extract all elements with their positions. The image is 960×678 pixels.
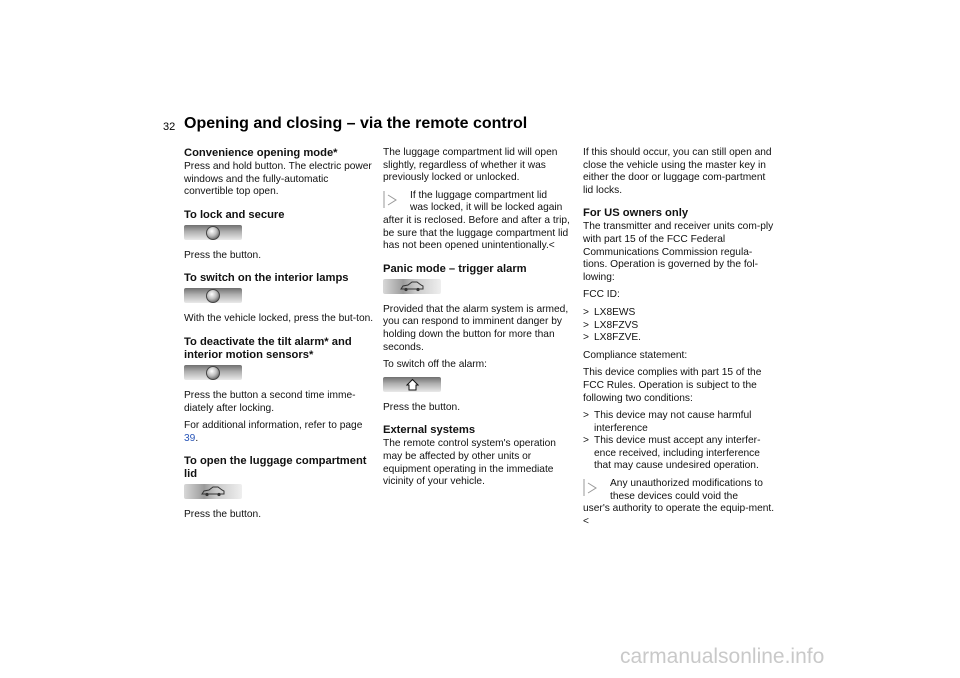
car-trunk-icon — [201, 486, 225, 497]
modification-note-line2: these devices could void the — [610, 490, 738, 502]
panic-switch-off-text: To switch off the alarm: — [383, 359, 487, 371]
remote-lamps-button-image — [184, 288, 242, 303]
list-item: > This device may not cause harmful interference — [583, 410, 752, 434]
end-mark: < — [548, 240, 555, 252]
remote-trunk-button-image — [184, 484, 242, 499]
tilt-heading: To deactivate the tilt alarm* and interior motion sensors* — [184, 335, 352, 361]
tilt-reference-suffix: . — [195, 432, 199, 444]
bmw-logo-icon — [206, 289, 220, 303]
tilt-text: Press the button a second time imme-diately after locking. — [184, 389, 356, 414]
list-item: > LX8FZVE. — [583, 332, 641, 344]
column-3 — [583, 147, 775, 533]
list-item: > LX8EWS — [583, 306, 636, 318]
column-2 — [383, 147, 575, 494]
list-item: > LX8FZVS — [583, 319, 639, 331]
lamps-text: With the vehicle locked, press the but-ton. — [184, 313, 374, 325]
luggage-text: Press the button. — [184, 509, 262, 521]
lamps-heading: To switch on the interior lamps — [184, 272, 349, 285]
remote-panic-button-image — [383, 279, 441, 294]
note-icon — [583, 479, 601, 497]
modification-note — [583, 478, 775, 528]
unlock-house-icon — [406, 378, 419, 391]
luggage-note-line1: If the luggage compartment lid — [410, 189, 548, 201]
external-heading: External systems — [383, 424, 476, 437]
panic-press-text: Press the button. — [383, 401, 461, 413]
note-icon — [383, 191, 401, 209]
tilt-reference — [184, 420, 376, 445]
occur-text: If this should occur, you can still open and close the vehicle using the master key in either the door or luggage com-partment lid locks. — [583, 147, 772, 196]
conditions-list — [583, 410, 775, 473]
compliance-text: This device complies with part 15 of the FCC Rules. Operation is subject to the following two conditions: — [583, 367, 762, 404]
fcc-id-label: FCC ID: — [583, 289, 620, 301]
watermark: carmanualsonline.info — [620, 645, 825, 668]
remote-tilt-button-image — [184, 365, 242, 380]
fcc-id-list — [583, 307, 775, 345]
lock-text: Press the button. — [184, 249, 262, 261]
luggage-note — [383, 190, 575, 253]
modification-note-line1: Any unauthorized modifications to — [610, 478, 763, 490]
fcc-text: The transmitter and receiver units com-ply with part 15 of the FCC Federal Communications Commission regula-tions. Operation is governed by the fol-lowing: — [583, 221, 774, 283]
convenience-text: Press and hold button. The electric power windows and the fully-automatic convertible top open. — [184, 161, 372, 198]
panic-heading: Panic mode – trigger alarm — [383, 262, 527, 275]
page-title: Opening and closing – via the remote control — [184, 115, 528, 132]
column-1 — [184, 147, 376, 527]
us-owners-heading: For US owners only — [583, 207, 689, 220]
end-mark: < — [583, 515, 589, 527]
lock-heading: To lock and secure — [184, 208, 285, 221]
page-39-link[interactable]: 39 — [184, 432, 196, 444]
car-trunk-icon — [400, 281, 424, 292]
luggage-heading: To open the luggage compartment lid — [184, 455, 367, 481]
modification-note-rest: user's authority to operate the equip-ment. — [583, 503, 775, 515]
convenience-heading: Convenience opening mode* — [184, 147, 338, 159]
luggage-note-line2: was locked, it will be locked again — [410, 202, 563, 214]
luggage-note-rest: after it is reclosed. Before and after a trip, be sure that the luggage compartment lid has not been opened unintentionally. — [383, 214, 570, 252]
page-number: 32 — [163, 121, 176, 133]
list-item: > This device must accept any interfer-ence received, including interference that may cause undesired operation. — [583, 435, 761, 472]
remote-lock-button-image — [184, 225, 242, 240]
bmw-logo-icon — [206, 366, 220, 380]
panic-text: Provided that the alarm system is armed, you can respond to imminent danger by holding down the button for more than seconds. — [383, 303, 569, 353]
remote-unlock-button-image — [383, 377, 441, 392]
tilt-reference-prefix: For additional information, refer to page — [184, 420, 363, 432]
luggage-intro-text: The luggage compartment lid will open slightly, regardless of whether it was previously locked or unlocked. — [383, 147, 558, 184]
compliance-label: Compliance statement: — [583, 349, 688, 361]
bmw-logo-icon — [206, 226, 220, 240]
external-text: The remote control system's operation may be affected by other units or equipment operating in the immediate vicinity of your vehicle. — [383, 438, 556, 488]
